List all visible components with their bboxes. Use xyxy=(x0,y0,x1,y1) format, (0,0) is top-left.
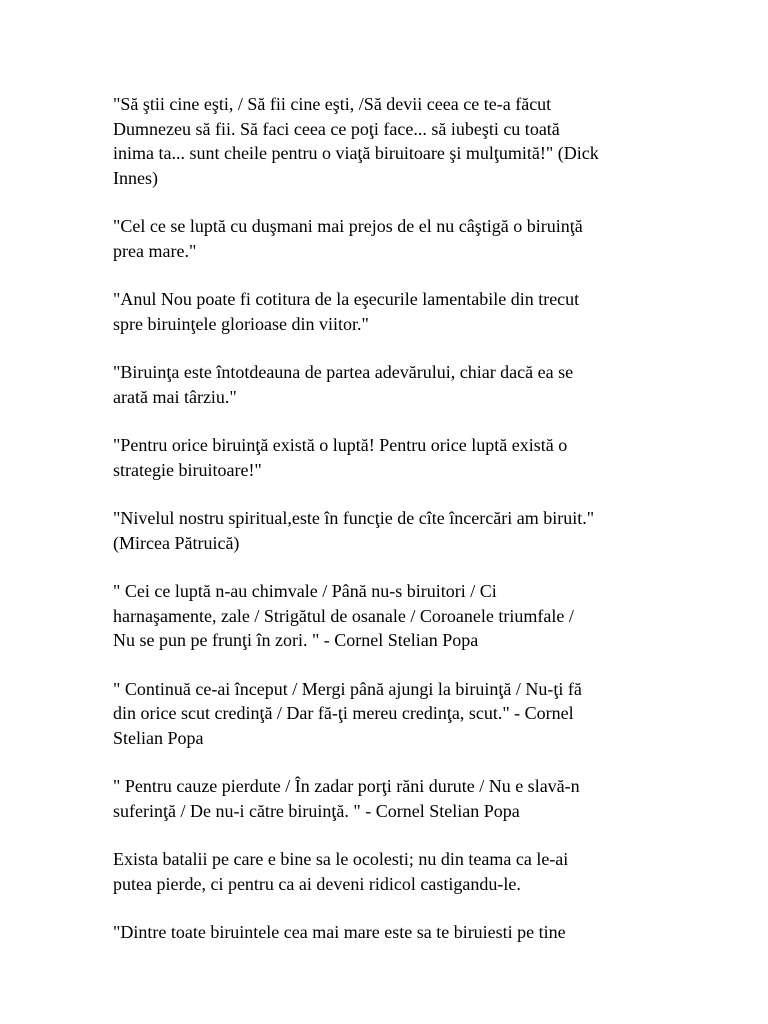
quote-line: (Mircea Pătruică) xyxy=(113,532,240,553)
quote-line: prea mare." xyxy=(113,240,197,261)
quote-paragraph-9 xyxy=(113,774,653,823)
quote-line: suferinţă / De nu-i către biruinţă. " - Cornel Stelian Popa xyxy=(113,800,520,821)
quote-line: " Pentru cauze pierdute / În zadar porţi răni durute / Nu e slavă-n xyxy=(113,776,580,796)
quote-paragraph-4 xyxy=(113,360,653,409)
quotes-column xyxy=(113,92,653,969)
quote-line: "Cel ce se luptă cu duşmani mai prejos de el nu câştigă o biruinţă xyxy=(113,216,583,236)
quote-line: " Cei ce luptă n-au chimvale / Până nu-s biruitori / Ci xyxy=(113,581,497,601)
quote-line: "Dintre toate biruintele cea mai mare este sa te biruiesti pe tine xyxy=(113,922,566,942)
quote-line: "Anul Nou poate fi cotitura de la eşecurile lamentabile din trecut xyxy=(113,289,580,309)
quote-line: Stelian Popa xyxy=(113,727,204,748)
quote-paragraph-6 xyxy=(113,506,653,555)
quote-line: spre biruinţele glorioase din viitor." xyxy=(113,313,369,334)
quote-line: Exista batalii pe care e bine sa le ocolesti; nu din teama ca le-ai xyxy=(113,849,569,869)
quote-paragraph-11 xyxy=(113,920,653,945)
quote-line: "Să ştii cine eşti, / Să fii cine eşti, /Să devii ceea ce te-a făcut xyxy=(113,94,552,114)
quote-paragraph-2 xyxy=(113,214,653,263)
quote-paragraph-1 xyxy=(113,92,653,190)
quote-paragraph-10 xyxy=(113,847,653,896)
quote-line: " Continuă ce-ai început / Mergi până ajungi la biruinţă / Nu-ţi fă xyxy=(113,678,582,699)
quote-line: Nu se pun pe frunţi în zori. " - Cornel Stelian Popa xyxy=(113,630,479,650)
quote-line: "Pentru orice biruinţă există o luptă! Pentru orice luptă există o xyxy=(113,435,568,455)
quote-line: Innes) xyxy=(113,167,158,188)
quote-paragraph-5 xyxy=(113,433,653,482)
quote-line: inima ta... sunt cheile pentru o viaţă biruitoare şi mulţumită!" (Dick xyxy=(113,143,599,163)
quote-paragraph-8 xyxy=(113,677,653,751)
quote-paragraph-7 xyxy=(113,579,653,653)
quote-line: "Biruinţa este întotdeauna de partea adevărului, chiar dacă ea se xyxy=(113,362,574,382)
quote-line: harnaşamente, zale / Strigătul de osanale / Coroanele triumfale / xyxy=(113,605,574,626)
quote-line: strategie biruitoare!" xyxy=(113,459,262,480)
quote-paragraph-3 xyxy=(113,287,653,336)
quote-line: putea pierde, ci pentru ca ai deveni ridicol castigandu-le. xyxy=(113,873,521,894)
quote-line: arată mai târziu." xyxy=(113,386,237,407)
quote-line: din orice scut credinţă / Dar fă-ţi mereu credinţa, scut." - Cornel xyxy=(113,703,574,723)
quote-line: Dumnezeu să fii. Să faci ceea ce poţi face... să iubeşti cu toată xyxy=(113,118,560,139)
quote-line: "Nivelul nostru spiritual,este în funcţie de cîte încercări am biruit." xyxy=(113,508,595,528)
